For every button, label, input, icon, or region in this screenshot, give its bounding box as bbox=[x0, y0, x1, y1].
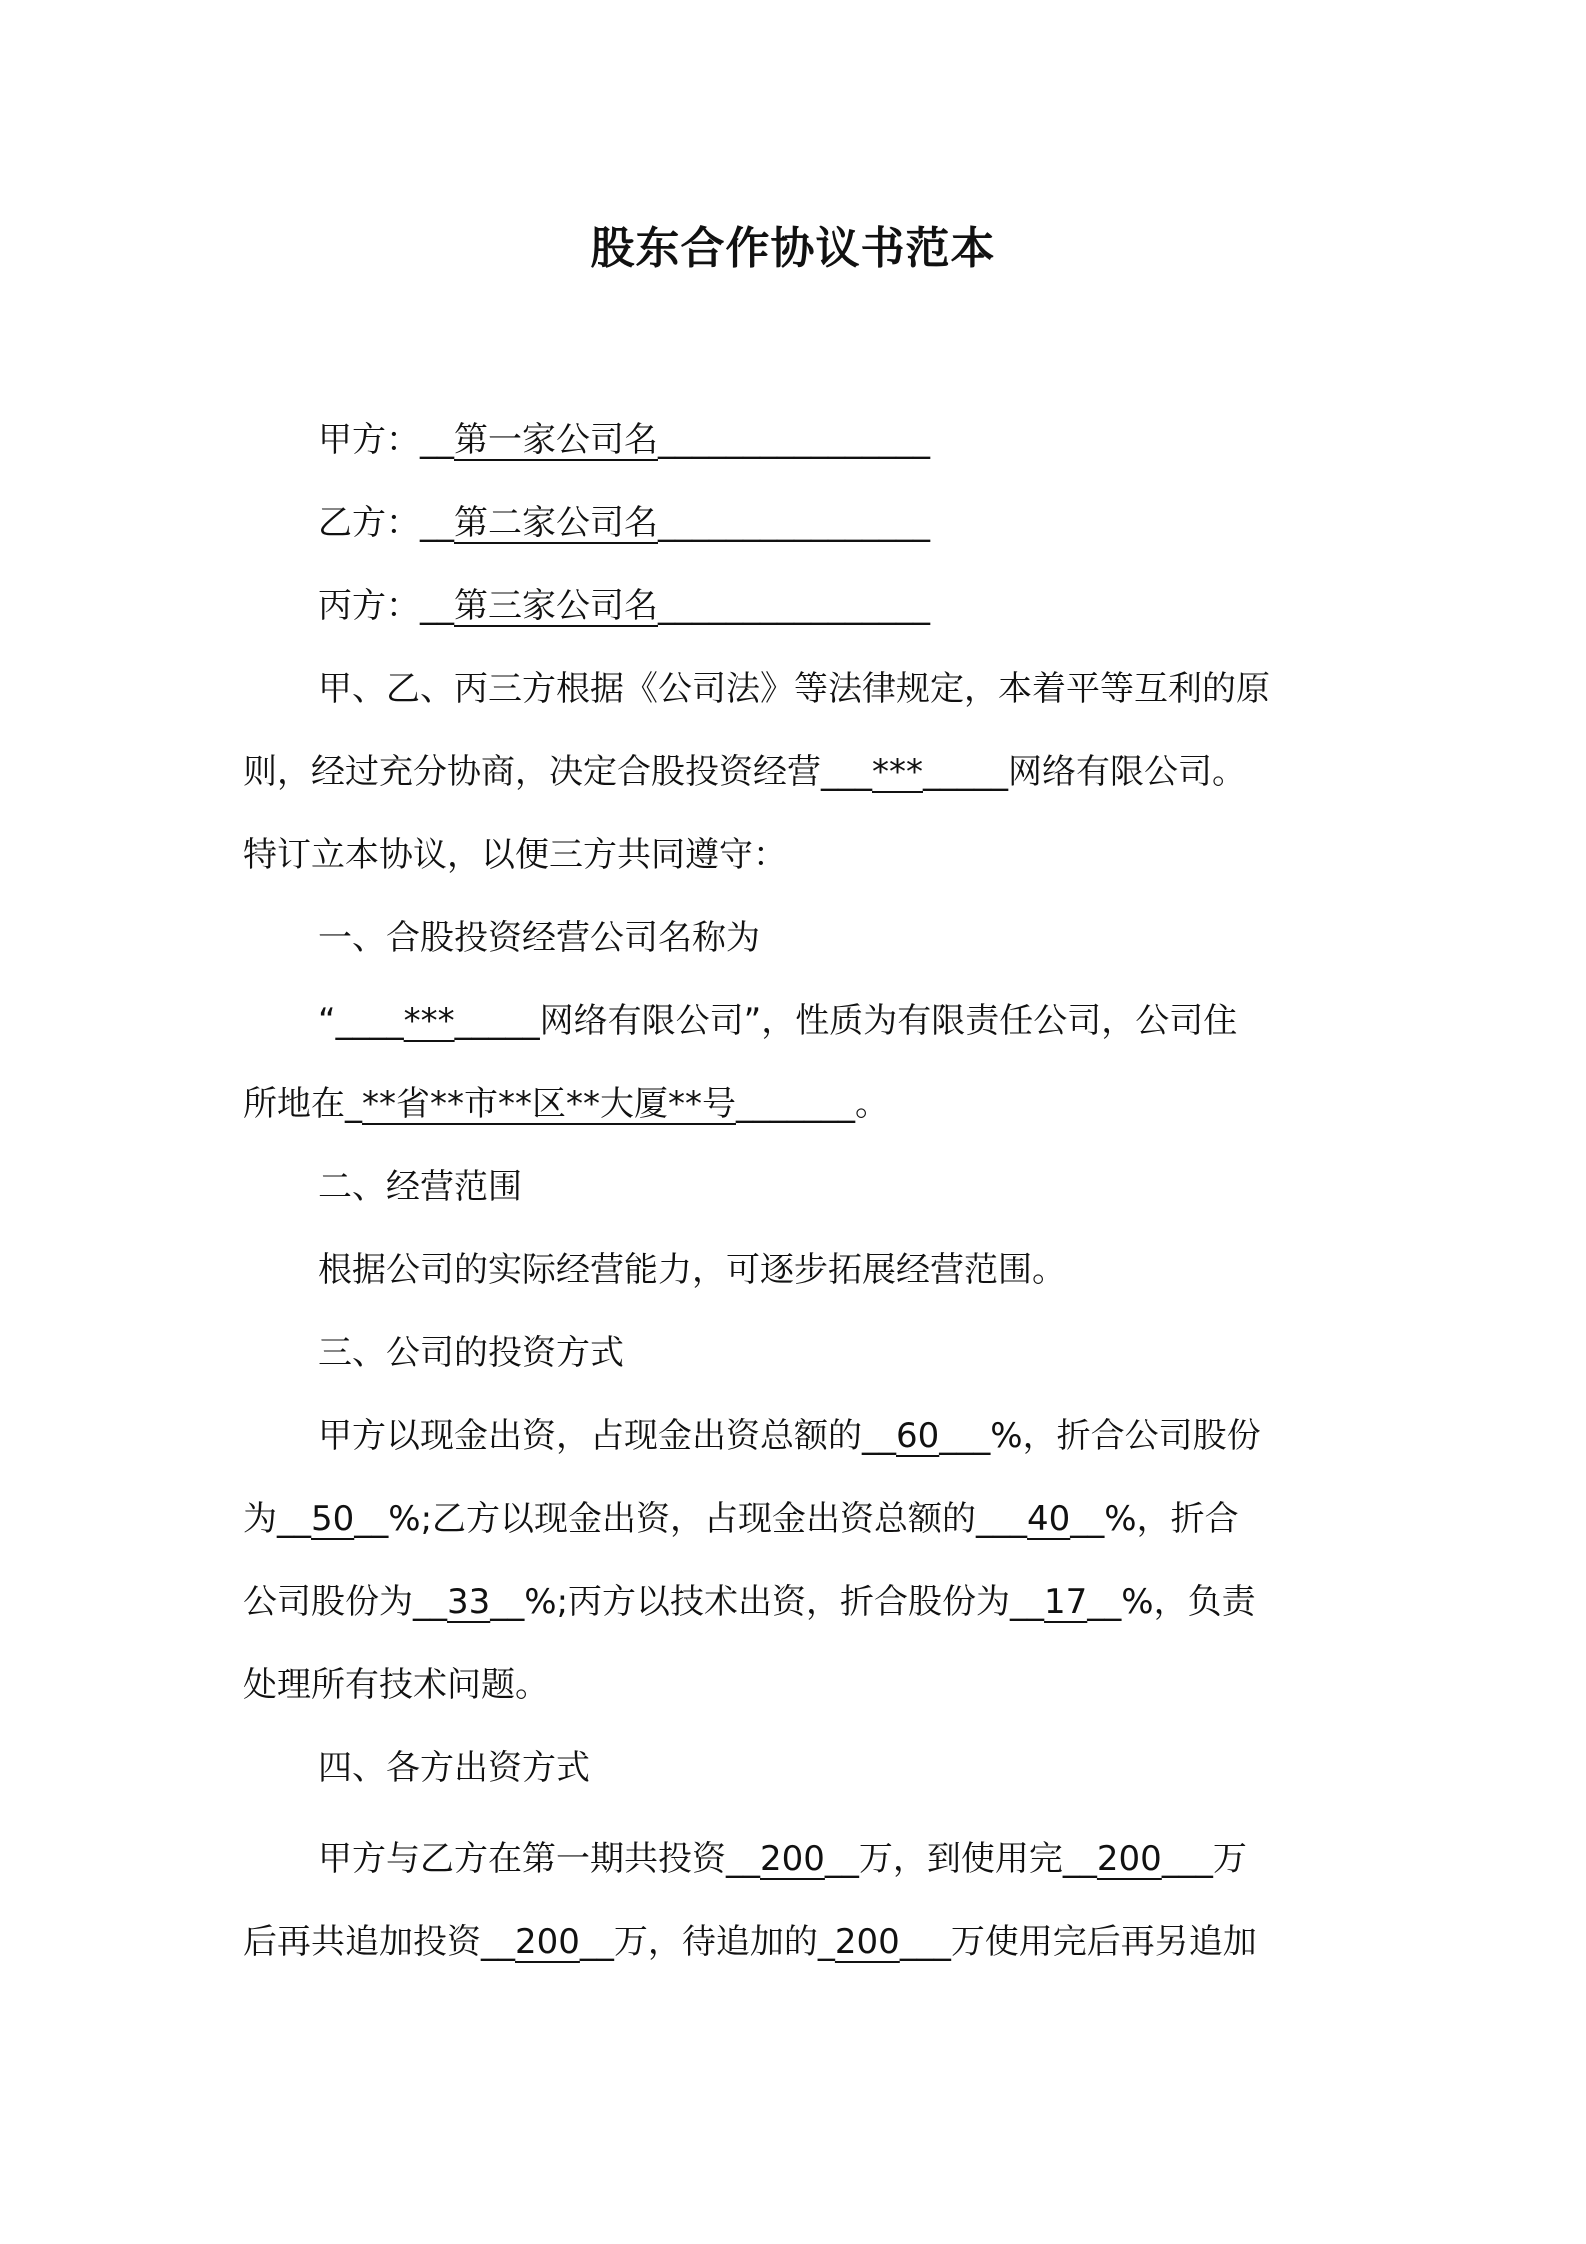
company-name-blank: *** bbox=[872, 752, 923, 792]
section-1-line-1-pre: “____ bbox=[318, 1001, 404, 1041]
party-c-trail: ________________ bbox=[658, 586, 930, 626]
address-blank: **省**市**区**大厦**号 bbox=[362, 1084, 736, 1124]
section-3-line-2 bbox=[243, 1499, 1239, 1539]
text-run: 为__ bbox=[243, 1499, 311, 1539]
text-run: __%;丙方以技术出资，折合股份为__ bbox=[490, 1582, 1045, 1622]
text-run: __%，负责 bbox=[1087, 1582, 1256, 1622]
section-4-line-2 bbox=[243, 1922, 1257, 1962]
text-run: __万，待追加的_ bbox=[579, 1922, 835, 1962]
section-4-line-1 bbox=[318, 1839, 1247, 1879]
text-run: ___%，折合公司股份 bbox=[939, 1416, 1261, 1456]
party-b-share-percent: 33 bbox=[447, 1582, 491, 1622]
intro-line-2-post: _____网络有限公司。 bbox=[923, 752, 1246, 792]
section-1-line-2 bbox=[243, 1084, 889, 1124]
party-a-line bbox=[318, 420, 930, 460]
additional-used-amount: 200 bbox=[834, 1922, 900, 1962]
text-run: 公司股份为__ bbox=[243, 1582, 447, 1622]
text-run: __万，到使用完__ bbox=[824, 1839, 1097, 1879]
section-3-line-3 bbox=[243, 1582, 1256, 1622]
additional-investment-amount: 200 bbox=[515, 1922, 580, 1962]
text-run: __%;乙方以现金出资，占现金出资总额的___ bbox=[354, 1499, 1028, 1539]
text-run: ___万使用完后再另追加 bbox=[899, 1922, 1257, 1962]
section-2-body: 根据公司的实际经营能力，可逐步拓展经营范围。 bbox=[318, 1250, 1066, 1290]
section-3-heading: 三、公司的投资方式 bbox=[318, 1333, 624, 1373]
intro-line-1: 甲、乙、丙三方根据《公司法》等法律规定，本着平等互利的原 bbox=[318, 669, 1270, 709]
party-a-name: 第一家公司名 bbox=[454, 420, 658, 460]
party-b-trail: ________________ bbox=[658, 503, 930, 543]
party-c-share-percent: 17 bbox=[1044, 1582, 1088, 1622]
party-c-label: 丙方：__ bbox=[318, 586, 454, 626]
intro-line-2-pre: 则，经过充分协商，决定合股投资经营___ bbox=[243, 752, 872, 792]
section-1-line-2-pre: 所地在_ bbox=[243, 1084, 362, 1124]
section-3-line-1 bbox=[318, 1416, 1261, 1456]
section-1-line-2-post: _______。 bbox=[736, 1084, 889, 1124]
text-run: 甲方与乙方在第一期共投资__ bbox=[318, 1839, 760, 1879]
party-c-line bbox=[318, 586, 930, 626]
party-b-cash-percent: 40 bbox=[1027, 1499, 1071, 1539]
section-1-heading: 一、合股投资经营公司名称为 bbox=[318, 918, 760, 958]
document-title: 股东合作协议书范本 bbox=[590, 223, 996, 274]
party-b-label: 乙方：__ bbox=[318, 503, 454, 543]
section-1-line-1 bbox=[318, 1001, 1237, 1041]
section-4-heading: 四、各方出资方式 bbox=[318, 1748, 590, 1788]
first-investment-amount: 200 bbox=[760, 1839, 825, 1879]
party-b-name: 第二家公司名 bbox=[454, 503, 658, 543]
intro-line-2 bbox=[243, 752, 1246, 792]
section-2-heading: 二、经营范围 bbox=[318, 1167, 522, 1207]
party-c-name: 第三家公司名 bbox=[454, 586, 658, 626]
party-b-line bbox=[318, 503, 930, 543]
party-a-cash-percent: 60 bbox=[896, 1416, 940, 1456]
intro-line-3: 特订立本协议，以便三方共同遵守： bbox=[243, 835, 787, 875]
text-run: ___万 bbox=[1161, 1839, 1247, 1879]
party-a-share-percent: 50 bbox=[311, 1499, 355, 1539]
company-name-blank-2: *** bbox=[403, 1001, 455, 1041]
party-a-label: 甲方：__ bbox=[318, 420, 454, 460]
section-1-line-1-post: _____网络有限公司”，性质为有限责任公司，公司住 bbox=[454, 1001, 1238, 1041]
text-run: __%，折合 bbox=[1070, 1499, 1239, 1539]
text-run: 后再共追加投资__ bbox=[243, 1922, 515, 1962]
text-run: 甲方以现金出资，占现金出资总额的__ bbox=[318, 1416, 896, 1456]
section-3-line-4: 处理所有技术问题。 bbox=[243, 1665, 549, 1705]
used-amount: 200 bbox=[1096, 1839, 1162, 1879]
party-a-trail: ________________ bbox=[658, 420, 930, 460]
